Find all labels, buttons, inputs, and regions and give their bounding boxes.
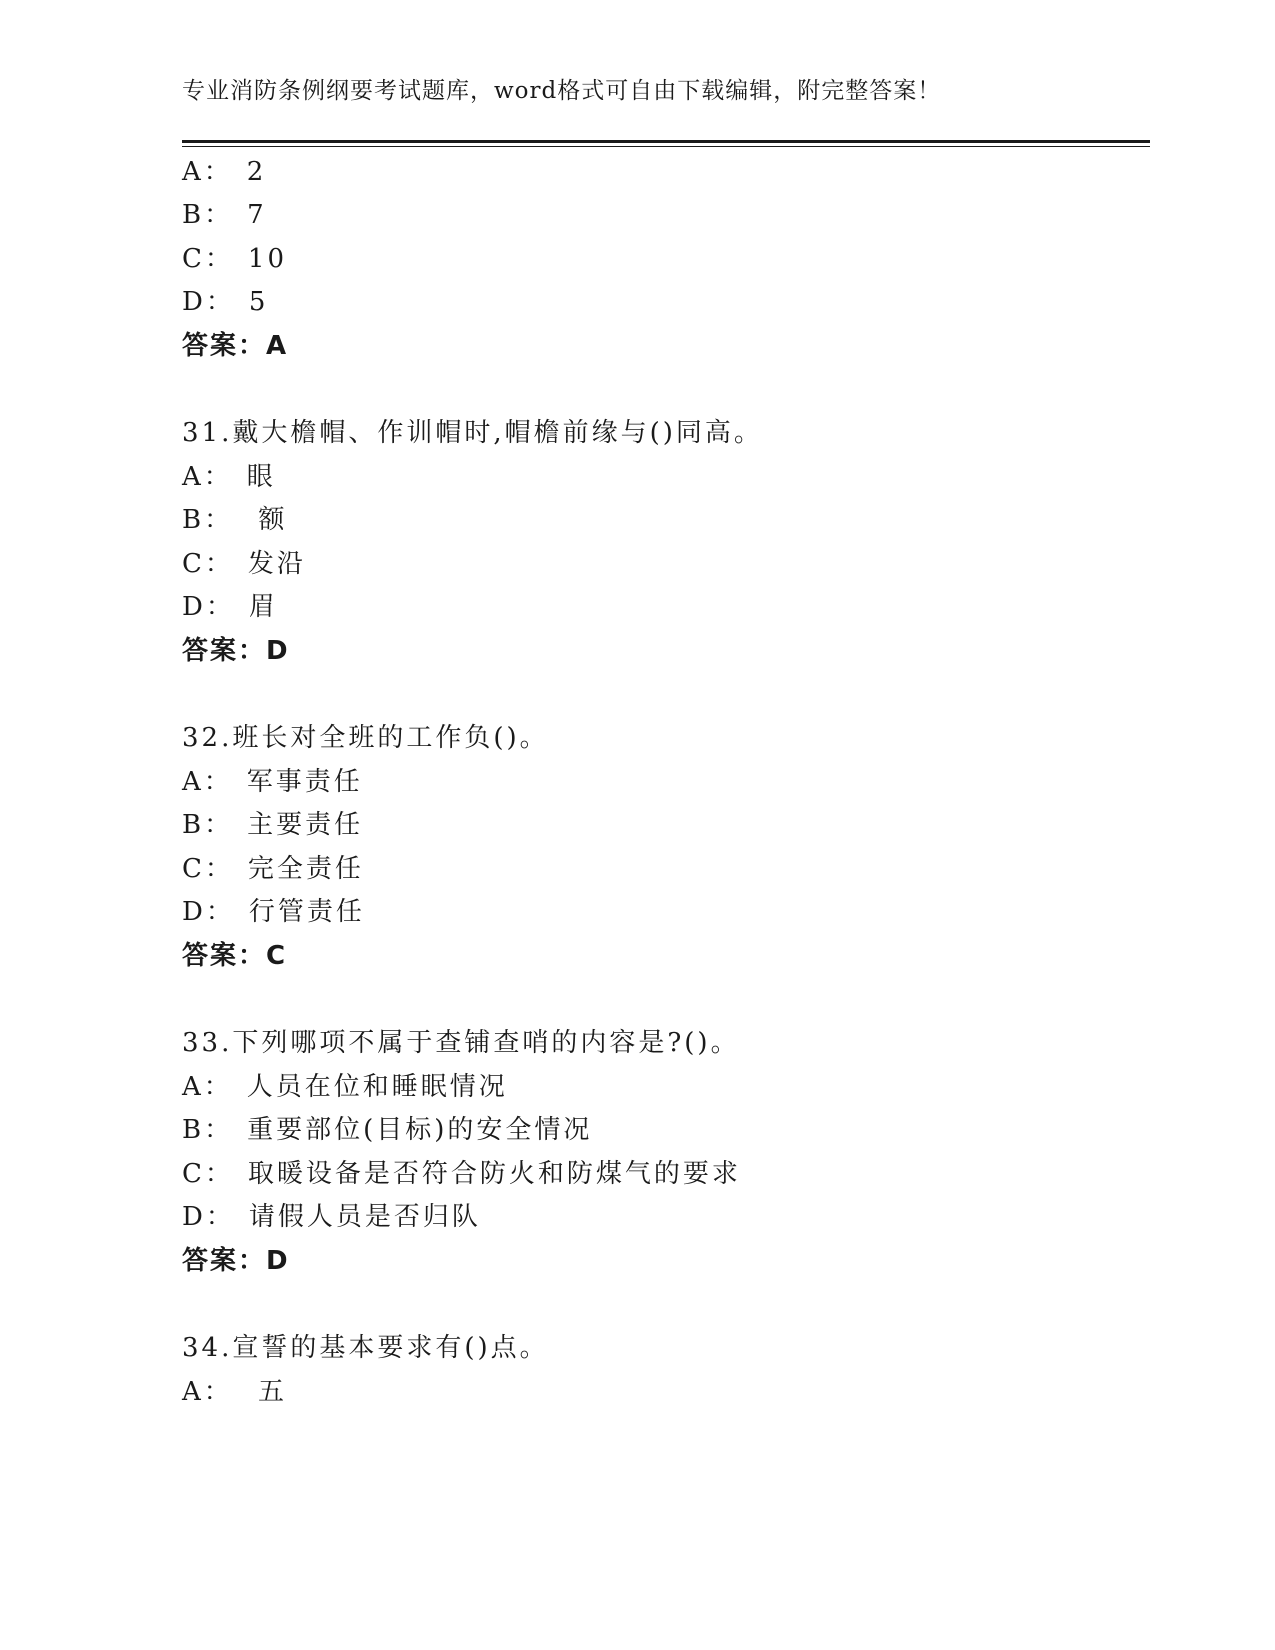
option-key: C： — [182, 1159, 234, 1189]
option-text: 请假人员是否归队 — [248, 1202, 481, 1232]
option-a — [182, 462, 276, 492]
option-text: 2 — [246, 157, 267, 187]
question-stem: 33.下列哪项不属于查铺查哨的内容是?()。 — [182, 1028, 740, 1058]
option-b — [182, 505, 287, 535]
option-b — [182, 810, 363, 840]
answer-line: 答案：C — [182, 941, 288, 971]
option-key: D： — [182, 897, 235, 927]
option-key: D： — [182, 1202, 235, 1232]
option-a — [182, 1377, 287, 1407]
option-text: 眼 — [246, 462, 276, 492]
option-key: A： — [182, 462, 233, 492]
option-a — [182, 767, 363, 797]
answer-line: 答案：D — [182, 636, 290, 666]
option-text: 额 — [247, 505, 288, 535]
question-stem: 32.班长对全班的工作负()。 — [182, 723, 549, 753]
option-text: 五 — [246, 1377, 288, 1407]
option-d — [182, 287, 268, 317]
option-key: A： — [182, 1377, 233, 1407]
option-key: D： — [182, 592, 235, 622]
header-divider-thick — [182, 140, 1150, 143]
option-key: C： — [182, 549, 234, 579]
option-key: A： — [182, 767, 233, 797]
option-text: 人员在位和睡眠情况 — [246, 1072, 508, 1102]
option-key: C： — [182, 854, 234, 884]
option-text: 军事责任 — [246, 767, 363, 797]
option-a — [182, 1072, 508, 1102]
option-text: 重要部位(目标)的安全情况 — [247, 1115, 593, 1145]
option-key: B： — [182, 810, 234, 840]
option-text: 行管责任 — [248, 897, 365, 927]
option-key: B： — [182, 505, 234, 535]
answer-line: 答案：D — [182, 1246, 290, 1276]
option-key: A： — [182, 157, 233, 187]
option-a — [182, 157, 266, 187]
option-key: C： — [182, 244, 234, 274]
option-text: 10 — [247, 244, 287, 274]
question-stem: 34.宣誓的基本要求有()点。 — [182, 1333, 549, 1363]
question-stem: 31.戴大檐帽、作训帽时,帽檐前缘与()同高。 — [182, 418, 763, 448]
option-text: 完全责任 — [247, 854, 364, 884]
option-text: 发沿 — [247, 549, 306, 579]
option-text: 主要责任 — [247, 810, 364, 840]
option-key: A： — [182, 1072, 233, 1102]
option-d — [182, 592, 278, 622]
page-header: 专业消防条例纲要考试题库，word格式可自由下载编辑，附完整答案！ — [182, 78, 942, 104]
option-b — [182, 200, 267, 230]
option-c — [182, 549, 306, 579]
answer-line: 答案：A — [182, 331, 289, 361]
option-b — [182, 1115, 592, 1145]
option-c — [182, 244, 287, 274]
option-d — [182, 1202, 481, 1232]
option-key: B： — [182, 200, 234, 230]
option-key: D： — [182, 287, 235, 317]
option-c — [182, 1159, 741, 1189]
option-text: 7 — [247, 200, 267, 230]
header-divider-thin — [182, 146, 1150, 147]
option-c — [182, 854, 364, 884]
option-d — [182, 897, 365, 927]
option-text: 取暖设备是否符合防火和防煤气的要求 — [247, 1159, 741, 1189]
option-text: 眉 — [248, 592, 278, 622]
option-text: 5 — [248, 287, 269, 317]
option-key: B： — [182, 1115, 234, 1145]
